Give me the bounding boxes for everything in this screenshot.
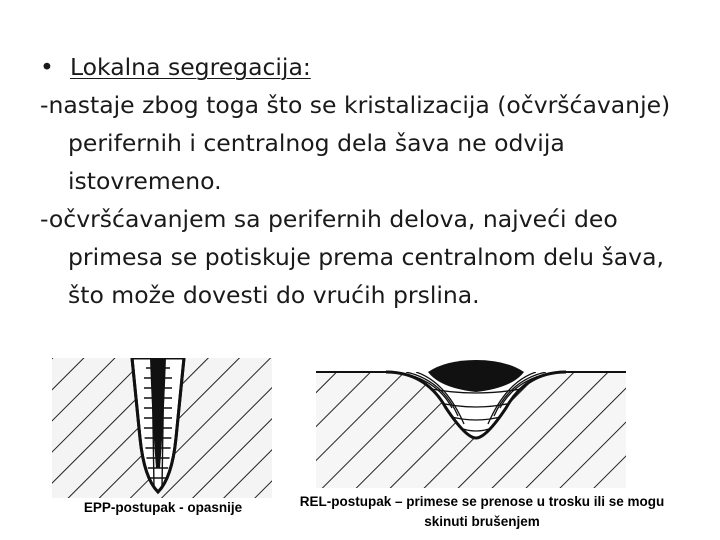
paragraph-1: -nastaje zbog toga što se kristalizacija (očvršćavanje) perifernih i centralnog dela šava ne odvija istovremeno. (40, 91, 671, 195)
caption-left: EPP-postupak - opasnije (83, 500, 243, 515)
caption-right: REL-postupak – primese se prenose u trosku ili se mogu skinuti brušenjem (299, 494, 665, 529)
bullet-marker: • (40, 53, 54, 81)
narrow-deep-weld-cross-section-icon (52, 358, 272, 498)
paragraph-2: -očvršćavanjem sa perifernih delova, najveći deo primesa se potiskuje prema centralnom delu šava, što može dovesti do vrućih prslina. (40, 205, 664, 309)
wide-shallow-weld-cross-section-icon (316, 358, 626, 488)
bullet-heading-line (40, 48, 700, 86)
weld-figure-left (52, 358, 272, 498)
bullet-heading: Lokalna segregacija: (70, 53, 311, 81)
slide-body-text (40, 48, 700, 314)
weld-figure-right (316, 358, 626, 488)
